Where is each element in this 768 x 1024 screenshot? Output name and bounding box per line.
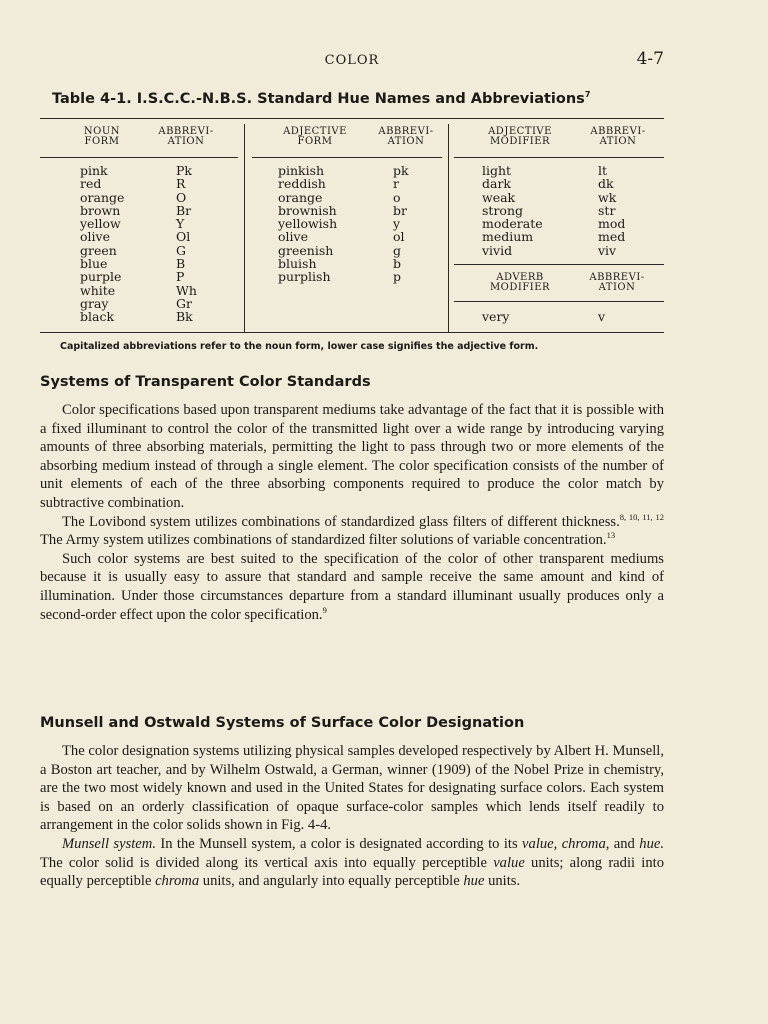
header-adjective-abbrev: ABBREVI- ATION	[378, 126, 434, 147]
header-adverb-modifier: ADVERB MODIFIER	[489, 272, 551, 293]
modifier: moderate	[482, 216, 543, 232]
modifier-abbrev: wk	[598, 189, 617, 205]
section-title-transparent: Systems of Transparent Color Standards	[40, 374, 371, 390]
adjective-form-column	[278, 164, 337, 284]
noun-form-column	[80, 164, 124, 324]
noun-abbrev: P	[176, 269, 185, 285]
adjective-abbrev: y	[393, 216, 401, 232]
adjective-abbrev-column	[393, 164, 409, 284]
header-modifier-abbrev: ABBREVI- ATION	[590, 126, 646, 147]
header-noun-form: NOUN FORM	[83, 126, 121, 147]
paragraph: Such color systems are best suited to the specification of the color of other transparent mediums because it is usually easy to assure that standard and sample receive the same amount and kind of illumination. Under those circumstances departure from a standard illuminant usually produces only a second-order effect upon the color specification.$^9$	[40, 550, 664, 623]
noun-abbrev: O	[176, 189, 187, 205]
adverb-bottom-rule	[454, 301, 664, 302]
paragraph: The Lovibond system utilizes combinations of standardized glass filters of different thickness.$^{8, 10, 11, 12}$ The Army system utilizes combinations of standardized filter solutions of variable concentration.$^{13}$	[40, 511, 664, 549]
paragraph: The color designation systems utilizing physical samples developed respectively by Albert H. Munsell, a Boston art teacher, and by Wilhelm Ostwald, a German, winner (1909) of the Nobel Prize in chemistry, are the two most widely known and used in the United States for designating surface colors. Each system is based on an orderly classification of opaque surface-color samples which lends itself readily to arrangement in the color solids shown in Fig. 4-4.	[40, 743, 664, 834]
adverb-abbrev-cell: v	[598, 309, 606, 324]
noun-form: green	[80, 242, 117, 258]
noun-form: black	[80, 309, 115, 325]
noun-abbrev-column	[176, 164, 197, 324]
noun-form: purple	[80, 269, 122, 285]
noun-abbrev: G	[176, 242, 186, 258]
adjective-form: brownish	[278, 202, 337, 218]
adjective-abbrev: ol	[393, 229, 405, 245]
modifier: medium	[482, 229, 534, 245]
citation-ref: 8, 10, 11, 12	[619, 511, 664, 522]
citation-ref: 13	[606, 530, 616, 541]
modifier-abbrev: str	[598, 202, 616, 218]
section-transparent-body	[40, 401, 664, 624]
header-adjective-modifier: ADJECTIVE MODIFIER	[488, 126, 552, 147]
adjective-form: orange	[278, 189, 323, 205]
noun-form: yellow	[80, 216, 121, 232]
noun-abbrev: Y	[176, 216, 185, 232]
adjective-abbrev: br	[393, 202, 407, 218]
adjective-form: bluish	[278, 256, 317, 272]
table-divider-1	[244, 124, 245, 332]
modifier-abbrev: dk	[598, 176, 614, 192]
modifier-abbrev: med	[598, 229, 626, 245]
noun-abbrev: B	[176, 256, 186, 272]
paragraph: Munsell system. In the Munsell system, a color is designated according to its value, chroma, and hue. The color solid is divided along its vertical axis into equally perceptible value units; along radii into equally perceptible chroma units, and angularly into equally perceptible hue units.	[40, 835, 664, 890]
table-top-rule	[40, 118, 664, 119]
adjective-abbrev: b	[393, 256, 402, 272]
modifier: vivid	[482, 242, 513, 258]
running-head	[40, 49, 664, 72]
modifier-column	[482, 164, 543, 257]
adjective-form: greenish	[278, 242, 334, 258]
adjective-abbrev: pk	[393, 163, 409, 178]
noun-form: olive	[80, 229, 110, 245]
adverb-top-rule	[454, 264, 664, 265]
modifier-abbrev: mod	[598, 216, 626, 232]
noun-abbrev: R	[176, 176, 186, 192]
table-footnote: Capitalized abbreviations refer to the noun form, lower case signifies the adjective form.	[60, 341, 539, 352]
modifier-abbrev: lt	[598, 163, 608, 178]
header-adverb-abbrev: ABBREVI- ATION	[589, 272, 645, 293]
noun-form: brown	[80, 202, 121, 218]
noun-form: blue	[80, 256, 108, 272]
modifier: weak	[482, 189, 516, 205]
noun-form: white	[80, 282, 116, 298]
modifier-abbrev-column	[598, 164, 625, 257]
noun-abbrev: Bk	[176, 309, 193, 325]
running-title: COLOR	[324, 53, 380, 68]
noun-form: pink	[80, 163, 108, 178]
header-rule-3	[454, 157, 664, 158]
section-munsell-body	[40, 742, 664, 891]
adjective-form: pinkish	[278, 163, 325, 178]
table-caption	[52, 90, 672, 107]
table-caption-text: Table 4-1. I.S.C.C.-N.B.S. Standard Hue Names and Abbreviations	[52, 90, 585, 107]
noun-abbrev: Ol	[176, 229, 191, 245]
adjective-abbrev: p	[393, 269, 402, 285]
noun-abbrev: Br	[176, 202, 192, 218]
noun-abbrev: Gr	[176, 295, 192, 311]
noun-form: red	[80, 176, 102, 192]
citation-ref: 9	[322, 604, 327, 615]
adjective-abbrev: g	[393, 242, 402, 258]
noun-abbrev: Pk	[176, 163, 192, 178]
table-caption-ref: 7	[584, 90, 591, 99]
header-rule-2	[252, 157, 442, 158]
modifier: light	[482, 163, 512, 178]
adjective-form: yellowish	[278, 216, 338, 232]
section-title-munsell-ostwald: Munsell and Ostwald Systems of Surface Color Designation	[40, 715, 525, 731]
page-number: 4-7	[636, 49, 664, 69]
adverb-cell: very	[482, 309, 510, 324]
adjective-form: olive	[278, 229, 308, 245]
modifier: dark	[482, 176, 512, 192]
noun-abbrev: Wh	[176, 282, 197, 298]
adjective-form: purplish	[278, 269, 331, 285]
header-adjective-form: ADJECTIVE FORM	[283, 126, 347, 147]
adjective-abbrev: o	[393, 189, 401, 205]
adjective-abbrev: r	[393, 176, 399, 192]
noun-form: orange	[80, 189, 125, 205]
adjective-form: reddish	[278, 176, 326, 192]
header-noun-abbrev: ABBREVI- ATION	[158, 126, 214, 147]
paragraph: Color specifications based upon transparent mediums take advantage of the fact that it is possible with a fixed illuminant to control the color of the transmitted light over a wide range by introducing varying amounts of three absorbing materials, permitting the light to pass through two or more elements of the absorbing medium instead of through a single element. The color specification consists of the number of unit elements of each of the three absorbing components required to produce the color match by subtractive combination.	[40, 402, 664, 511]
header-rule-1	[40, 157, 238, 158]
modifier-abbrev: viv	[598, 242, 617, 258]
noun-form: gray	[80, 295, 109, 311]
table-bottom-rule	[40, 332, 664, 333]
modifier: strong	[482, 202, 523, 218]
table-divider-2	[448, 124, 449, 332]
